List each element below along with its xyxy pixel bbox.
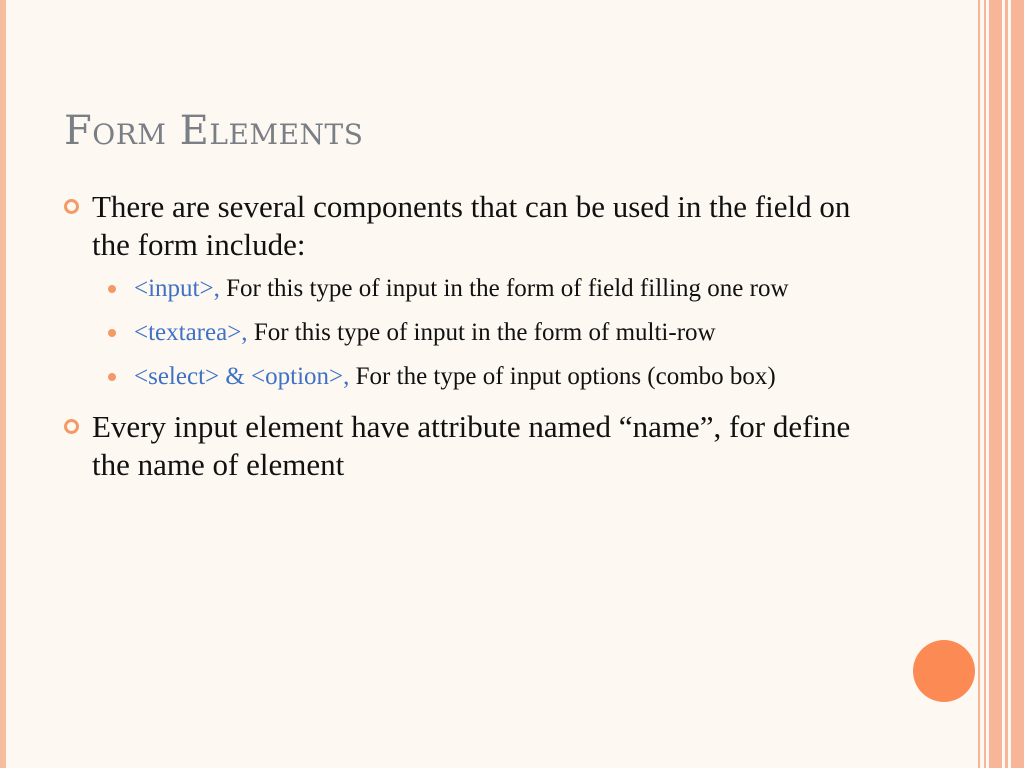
bullet-text: There are several components that can be used in the field on the form include: [92, 189, 851, 262]
stripe-3 [989, 0, 1002, 768]
dot-bullet-icon [108, 285, 116, 293]
right-decorative-stripes [978, 0, 1024, 768]
stripe-2 [984, 0, 986, 768]
subitem-textarea [64, 316, 894, 350]
stripe-5 [1011, 0, 1024, 768]
slide-content [64, 188, 894, 492]
subitem-text: For the type of input options (combo box) [349, 363, 776, 390]
left-border-stripe [0, 0, 6, 768]
stripe-4 [1005, 0, 1008, 768]
bullet-text: Every input element have attribute named “name”, for define the name of element [92, 409, 851, 482]
slide-title: Form Elements [64, 108, 364, 154]
subitem-text: For this type of input in the form of multi-row [247, 319, 716, 346]
bullet-components [64, 188, 894, 264]
bullet-name-attribute [64, 408, 894, 484]
subitem-select-option [64, 360, 894, 394]
ring-bullet-icon [64, 419, 79, 434]
ring-bullet-icon [64, 199, 79, 214]
tag-input: <input>, [134, 275, 220, 302]
stripe-1 [978, 0, 980, 768]
dot-bullet-icon [108, 373, 116, 381]
component-sublist [64, 272, 894, 394]
tag-textarea: <textarea>, [134, 319, 248, 346]
decorative-circle [913, 640, 975, 702]
dot-bullet-icon [108, 329, 116, 337]
subitem-text: For this type of input in the form of field filling one row [219, 275, 789, 302]
subitem-input [64, 272, 894, 306]
tag-select-option: <select> & <option>, [134, 363, 350, 390]
